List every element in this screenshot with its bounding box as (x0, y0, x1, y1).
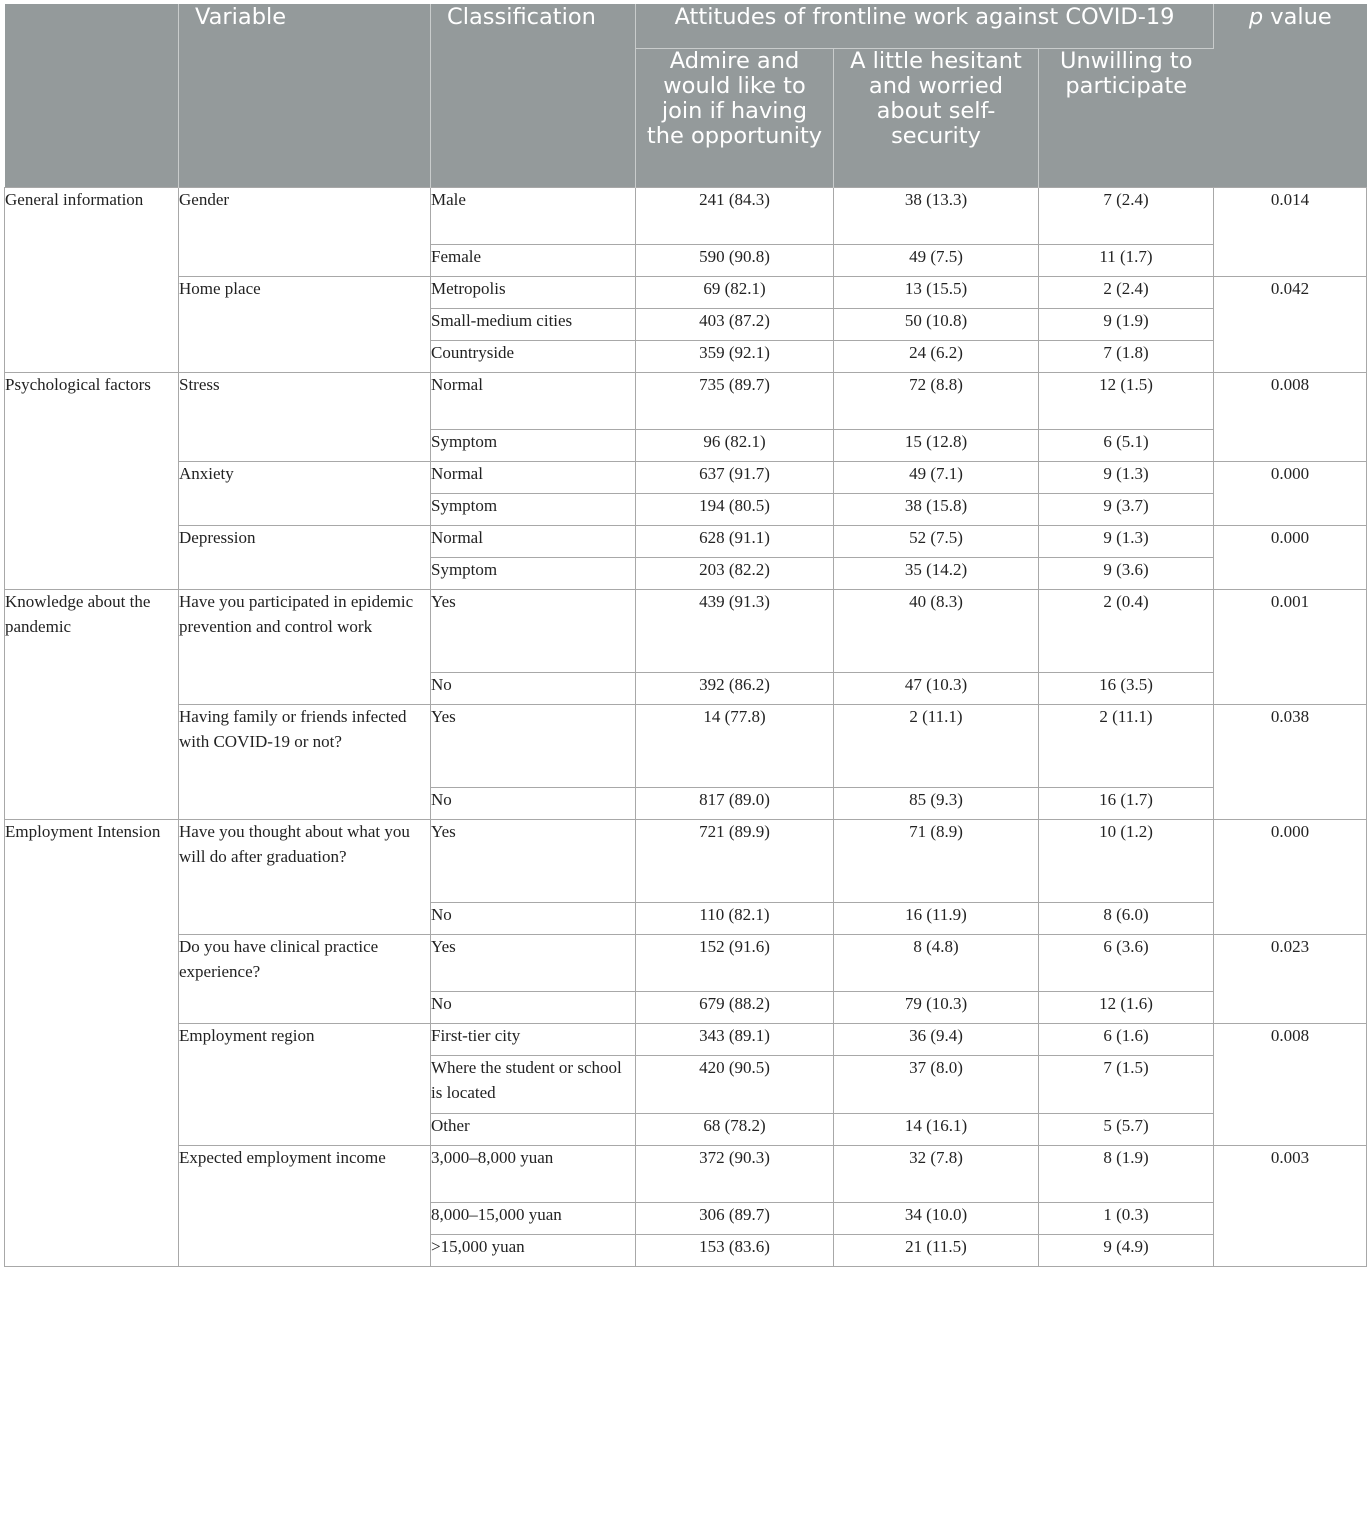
classification-cell: 8,000–15,000 yuan (431, 1203, 636, 1235)
unwilling-cell: 6 (1.6) (1039, 1024, 1214, 1056)
unwilling-cell: 9 (3.6) (1039, 558, 1214, 590)
unwilling-cell: 11 (1.7) (1039, 245, 1214, 277)
p-value-cell: 0.042 (1214, 277, 1367, 373)
admire-cell: 420 (90.5) (636, 1056, 834, 1114)
p-value-cell: 0.000 (1214, 820, 1367, 935)
header-variable: Variable (179, 4, 431, 188)
header-blank (5, 4, 179, 188)
admire-cell: 14 (77.8) (636, 705, 834, 788)
classification-cell: Yes (431, 935, 636, 992)
p-value-cell: 0.001 (1214, 590, 1367, 705)
hesitant-cell: 32 (7.8) (834, 1146, 1039, 1203)
variable-label: Employment region (179, 1024, 431, 1146)
unwilling-cell: 6 (3.6) (1039, 935, 1214, 992)
admire-cell: 69 (82.1) (636, 277, 834, 309)
classification-cell: Other (431, 1114, 636, 1146)
admire-cell: 590 (90.8) (636, 245, 834, 277)
unwilling-cell: 1 (0.3) (1039, 1203, 1214, 1235)
hesitant-cell: 35 (14.2) (834, 558, 1039, 590)
admire-cell: 817 (89.0) (636, 788, 834, 820)
hesitant-cell: 36 (9.4) (834, 1024, 1039, 1056)
p-value-cell: 0.023 (1214, 935, 1367, 1024)
admire-cell: 96 (82.1) (636, 430, 834, 462)
admire-cell: 68 (78.2) (636, 1114, 834, 1146)
admire-cell: 679 (88.2) (636, 992, 834, 1024)
classification-cell: Normal (431, 462, 636, 494)
table-row (5, 462, 1367, 494)
classification-cell: Male (431, 188, 636, 245)
hesitant-cell: 49 (7.1) (834, 462, 1039, 494)
classification-cell: No (431, 673, 636, 705)
classification-cell: Metropolis (431, 277, 636, 309)
variable-label: Have you thought about what you will do after graduation? (179, 820, 431, 935)
admire-cell: 439 (91.3) (636, 590, 834, 673)
admire-cell: 372 (90.3) (636, 1146, 834, 1203)
group-label: General information (5, 188, 179, 373)
table-row (5, 373, 1367, 430)
header-attitudes: Attitudes of frontline work against COVID-19 (636, 4, 1214, 49)
classification-cell: Female (431, 245, 636, 277)
table-body (5, 188, 1367, 1267)
unwilling-cell: 5 (5.7) (1039, 1114, 1214, 1146)
admire-cell: 152 (91.6) (636, 935, 834, 992)
classification-cell: Yes (431, 705, 636, 788)
hesitant-cell: 40 (8.3) (834, 590, 1039, 673)
hesitant-cell: 38 (15.8) (834, 494, 1039, 526)
p-value-cell: 0.000 (1214, 526, 1367, 590)
unwilling-cell: 7 (1.5) (1039, 1056, 1214, 1114)
classification-cell: Symptom (431, 494, 636, 526)
admire-cell: 735 (89.7) (636, 373, 834, 430)
header-p-value (1214, 4, 1367, 188)
hesitant-cell: 14 (16.1) (834, 1114, 1039, 1146)
unwilling-cell: 16 (1.7) (1039, 788, 1214, 820)
unwilling-cell: 8 (1.9) (1039, 1146, 1214, 1203)
table-row (5, 526, 1367, 558)
hesitant-cell: 21 (11.5) (834, 1235, 1039, 1267)
hesitant-cell: 38 (13.3) (834, 188, 1039, 245)
admire-cell: 203 (82.2) (636, 558, 834, 590)
unwilling-cell: 9 (1.9) (1039, 309, 1214, 341)
table-header (5, 4, 1367, 188)
hesitant-cell: 13 (15.5) (834, 277, 1039, 309)
table-row (5, 188, 1367, 245)
group-label: Psychological factors (5, 373, 179, 590)
hesitant-cell: 34 (10.0) (834, 1203, 1039, 1235)
p-value-cell: 0.008 (1214, 373, 1367, 462)
unwilling-cell: 8 (6.0) (1039, 903, 1214, 935)
variable-label: Anxiety (179, 462, 431, 526)
variable-label: Home place (179, 277, 431, 373)
header-unwilling: Unwilling to participate (1039, 49, 1214, 188)
unwilling-cell: 6 (5.1) (1039, 430, 1214, 462)
variable-label: Depression (179, 526, 431, 590)
admire-cell: 194 (80.5) (636, 494, 834, 526)
admire-cell: 241 (84.3) (636, 188, 834, 245)
attitudes-table (4, 4, 1367, 1267)
group-label: Knowledge about the pandemic (5, 590, 179, 820)
classification-cell: Symptom (431, 558, 636, 590)
hesitant-cell: 16 (11.9) (834, 903, 1039, 935)
hesitant-cell: 37 (8.0) (834, 1056, 1039, 1114)
admire-cell: 153 (83.6) (636, 1235, 834, 1267)
classification-cell: Normal (431, 373, 636, 430)
classification-cell: Small-medium cities (431, 309, 636, 341)
table-row (5, 1024, 1367, 1056)
classification-cell: 3,000–8,000 yuan (431, 1146, 636, 1203)
unwilling-cell: 2 (0.4) (1039, 590, 1214, 673)
hesitant-cell: 50 (10.8) (834, 309, 1039, 341)
unwilling-cell: 2 (11.1) (1039, 705, 1214, 788)
admire-cell: 110 (82.1) (636, 903, 834, 935)
p-value-cell: 0.014 (1214, 188, 1367, 277)
header-p-italic: p (1248, 4, 1264, 30)
table-row (5, 820, 1367, 903)
unwilling-cell: 10 (1.2) (1039, 820, 1214, 903)
admire-cell: 403 (87.2) (636, 309, 834, 341)
header-p-rest: value (1263, 4, 1332, 30)
admire-cell: 637 (91.7) (636, 462, 834, 494)
variable-label: Having family or friends infected with COVID-19 or not? (179, 705, 431, 820)
hesitant-cell: 15 (12.8) (834, 430, 1039, 462)
classification-cell: No (431, 788, 636, 820)
classification-cell: No (431, 992, 636, 1024)
classification-cell: Countryside (431, 341, 636, 373)
unwilling-cell: 9 (1.3) (1039, 526, 1214, 558)
p-value-cell: 0.003 (1214, 1146, 1367, 1267)
classification-cell: Symptom (431, 430, 636, 462)
admire-cell: 359 (92.1) (636, 341, 834, 373)
hesitant-cell: 49 (7.5) (834, 245, 1039, 277)
unwilling-cell: 7 (2.4) (1039, 188, 1214, 245)
hesitant-cell: 2 (11.1) (834, 705, 1039, 788)
variable-label: Stress (179, 373, 431, 462)
unwilling-cell: 16 (3.5) (1039, 673, 1214, 705)
admire-cell: 392 (86.2) (636, 673, 834, 705)
p-value-cell: 0.038 (1214, 705, 1367, 820)
p-value-cell: 0.000 (1214, 462, 1367, 526)
variable-label: Expected employment income (179, 1146, 431, 1267)
classification-cell: Normal (431, 526, 636, 558)
hesitant-cell: 24 (6.2) (834, 341, 1039, 373)
unwilling-cell: 9 (3.7) (1039, 494, 1214, 526)
variable-label: Do you have clinical practice experience? (179, 935, 431, 1024)
admire-cell: 306 (89.7) (636, 1203, 834, 1235)
hesitant-cell: 52 (7.5) (834, 526, 1039, 558)
classification-cell: First-tier city (431, 1024, 636, 1056)
classification-cell: Where the student or school is located (431, 1056, 636, 1114)
variable-label: Have you participated in epidemic prevention and control work (179, 590, 431, 705)
classification-cell: Yes (431, 820, 636, 903)
admire-cell: 628 (91.1) (636, 526, 834, 558)
unwilling-cell: 12 (1.6) (1039, 992, 1214, 1024)
classification-cell: Yes (431, 590, 636, 673)
unwilling-cell: 7 (1.8) (1039, 341, 1214, 373)
unwilling-cell: 2 (2.4) (1039, 277, 1214, 309)
table-row (5, 705, 1367, 788)
table-row (5, 1146, 1367, 1203)
table-row (5, 277, 1367, 309)
p-value-cell: 0.008 (1214, 1024, 1367, 1146)
hesitant-cell: 85 (9.3) (834, 788, 1039, 820)
header-admire: Admire and would like to join if having the opportunity (636, 49, 834, 188)
classification-cell: >15,000 yuan (431, 1235, 636, 1267)
hesitant-cell: 71 (8.9) (834, 820, 1039, 903)
hesitant-cell: 79 (10.3) (834, 992, 1039, 1024)
table-row (5, 590, 1367, 673)
group-label: Employment Intension (5, 820, 179, 1267)
header-classification: Classification (431, 4, 636, 188)
variable-label: Gender (179, 188, 431, 277)
admire-cell: 721 (89.9) (636, 820, 834, 903)
unwilling-cell: 12 (1.5) (1039, 373, 1214, 430)
table-row (5, 935, 1367, 992)
hesitant-cell: 72 (8.8) (834, 373, 1039, 430)
classification-cell: No (431, 903, 636, 935)
admire-cell: 343 (89.1) (636, 1024, 834, 1056)
unwilling-cell: 9 (1.3) (1039, 462, 1214, 494)
header-hesitant: A little hesitant and worried about self-security (834, 49, 1039, 188)
hesitant-cell: 47 (10.3) (834, 673, 1039, 705)
hesitant-cell: 8 (4.8) (834, 935, 1039, 992)
unwilling-cell: 9 (4.9) (1039, 1235, 1214, 1267)
